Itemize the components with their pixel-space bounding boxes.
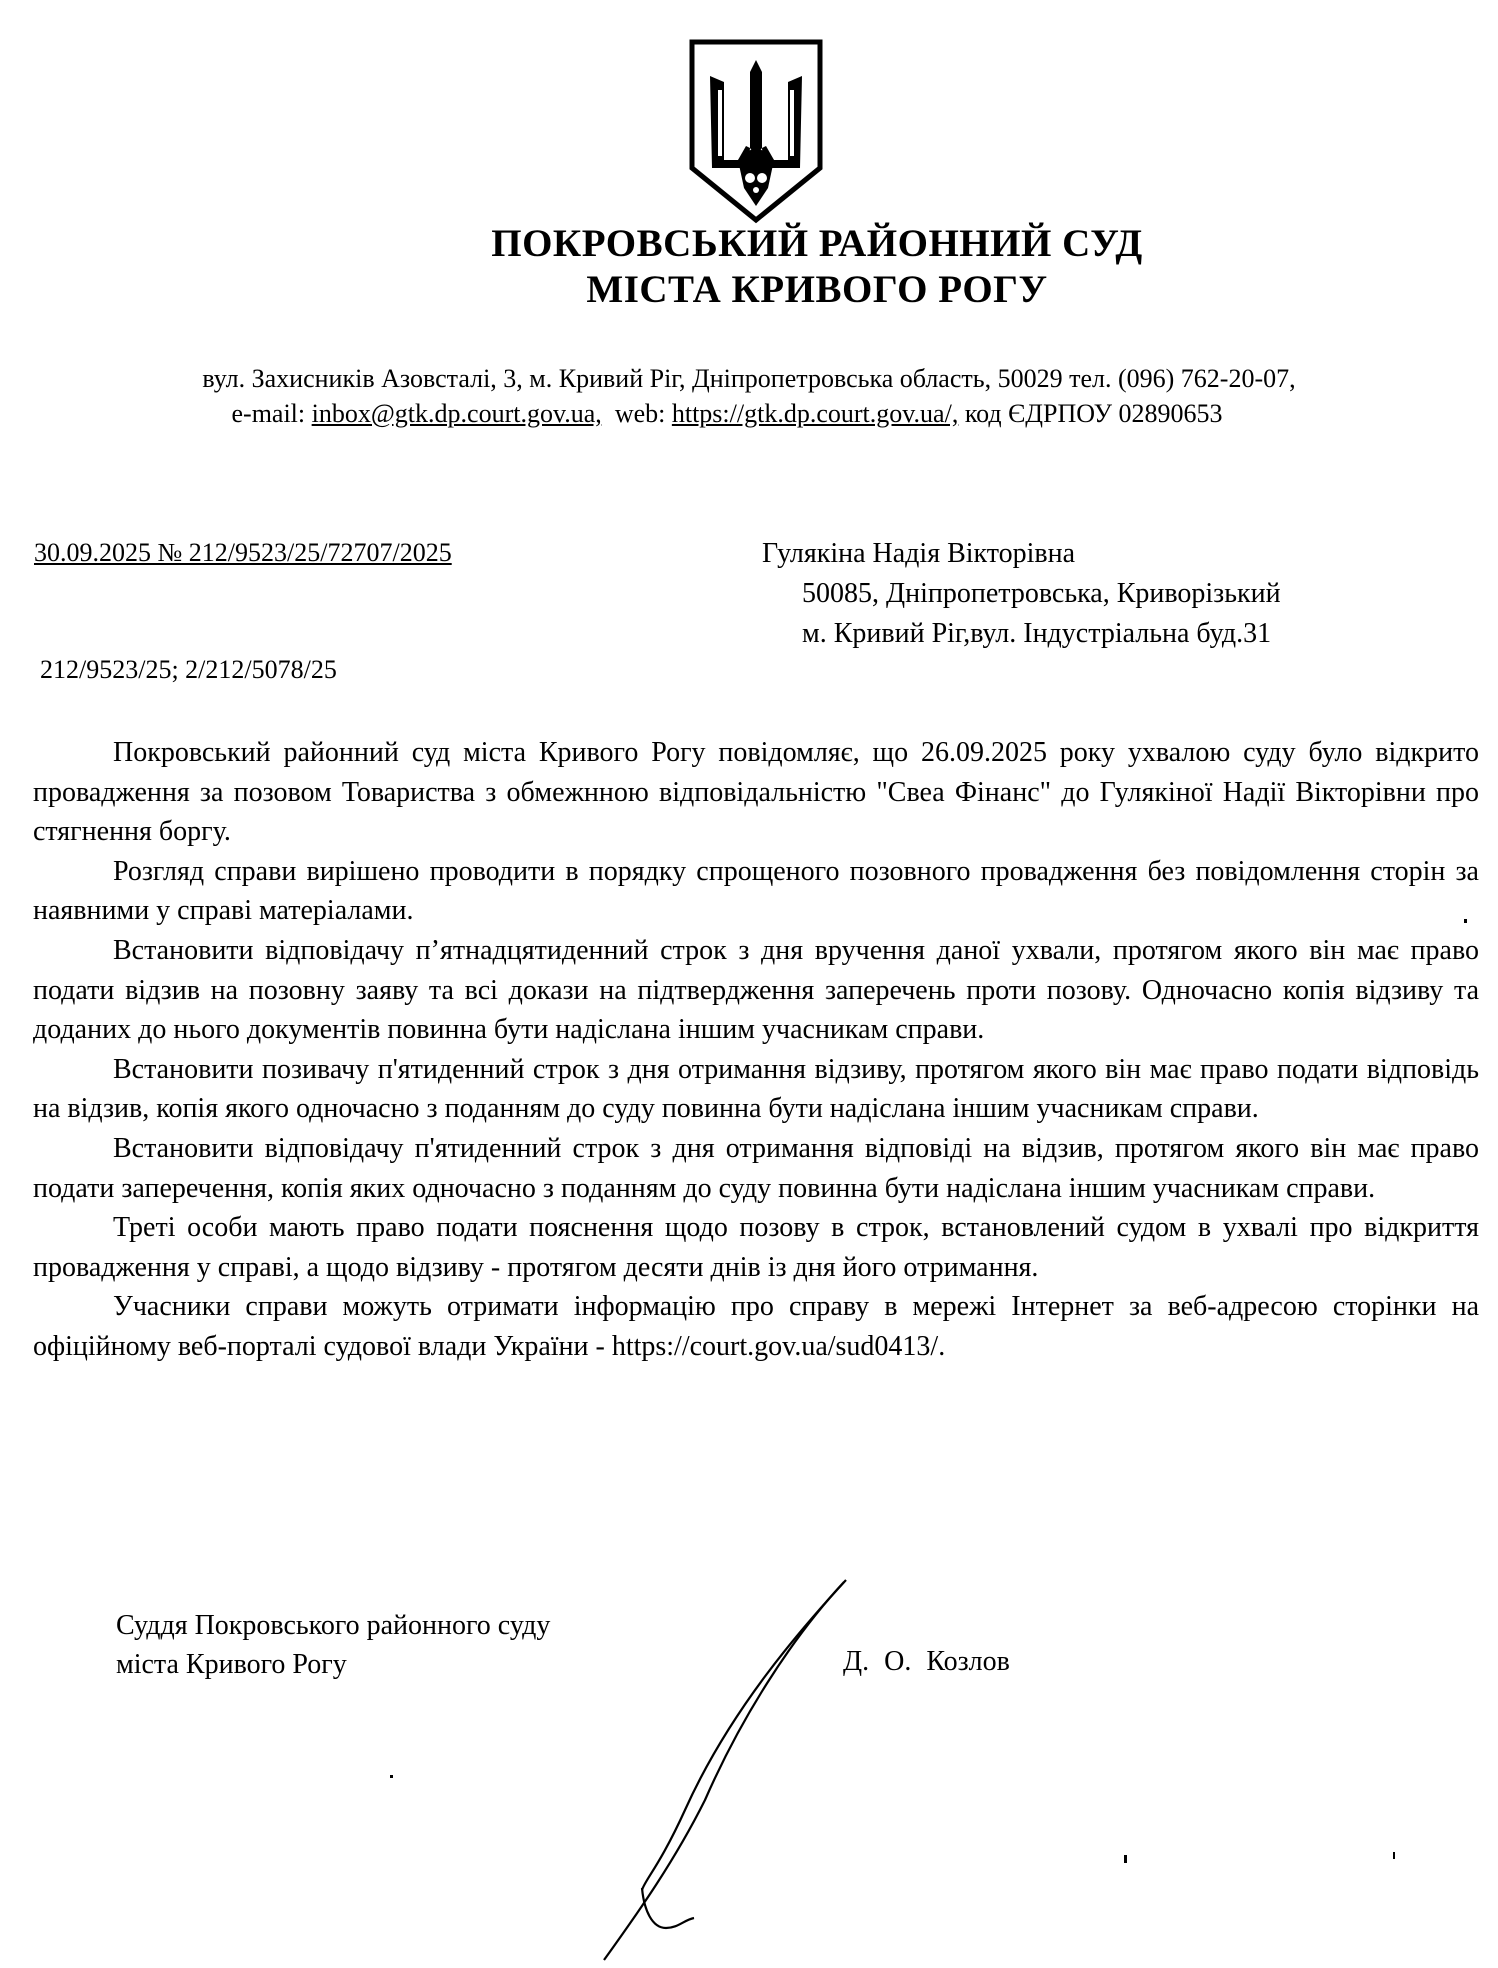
recipient-address-line1: 50085, Дніпропетровська, Криворізький xyxy=(802,578,1281,609)
judge-title-line2: міста Кривого Рогу xyxy=(116,1649,347,1680)
outgoing-number: 30.09.2025 № 212/9523/25/72707/2025 xyxy=(34,538,452,567)
judge-name: Д. О. Козлов xyxy=(843,1646,1010,1677)
email-label: e-mail: xyxy=(231,399,306,428)
court-name-line2: МІСТА КРИВОГО РОГУ xyxy=(586,268,1048,311)
paragraph: Покровський районний суд міста Кривого Рогу повідомляє, що 26.09.2025 року ухвалою суду було відкрито провадження за позовом Товариства з обмежнною відповідальністю "Свеа Фінанс" до Гулякіної Надії Вікторівни про стягнення боргу. xyxy=(33,737,1479,848)
recipient-address-line2: м. Кривий Ріг,вул. Індустріальна буд.31 xyxy=(802,618,1272,649)
scan-speck xyxy=(1124,1855,1127,1863)
paragraph: Встановити відповідачу п'ятиденний строк з дня отримання відповіді на відзив, протягом якого він має право подати заперечення, копія яких одночасно з поданням до суду повинна бути надіслана іншим учасникам справи. xyxy=(33,1132,1479,1204)
judge-title-line1: Суддя Покровського районного суду xyxy=(116,1610,551,1641)
edrpou-code: код ЄДРПОУ 02890653 xyxy=(964,399,1223,428)
recipient-block xyxy=(762,534,1281,654)
web-link[interactable]: https://gtk.dp.court.gov.ua/, xyxy=(671,399,959,428)
recipient-name: Гулякіна Надія Вікторівна xyxy=(762,538,1076,569)
court-name-line1: ПОКРОВСЬКИЙ РАЙОННИЙ СУД xyxy=(491,222,1143,265)
coat-of-arms-icon xyxy=(688,38,824,224)
web-label: web: xyxy=(614,399,666,428)
paragraph: Учасники справи можуть отримати інформацію про справу в мережі Інтернет за веб-адресою сторінки на офіційному веб-порталі судової влади України - https://court.gov.ua/sud0413/. xyxy=(33,1291,1479,1362)
judge-title xyxy=(116,1606,550,1684)
email-link[interactable]: inbox@gtk.dp.court.gov.ua, xyxy=(311,399,602,428)
court-address: вул. Захисників Азовсталі, 3, м. Кривий Ріг, Дніпропетровська область, 50029 тел. (096) 762-20-07, xyxy=(202,364,1296,393)
paragraph: Встановити позивачу п'ятиденний строк з дня отримання відзиву, протягом якого він має право подати відповідь на відзив, копія якого одночасно з поданням до суду повинна бути надіслана іншим учасникам справи. xyxy=(33,1053,1479,1125)
scan-speck xyxy=(1464,919,1467,923)
paragraph: Встановити відповідачу п’ятнадцятиденний строк з дня вручення даної ухвали, протягом якого він має право подати відзив на позовну заяву та всі докази на підтвердження заперечень проти позову. Одночасно копія відзиву та доданих до нього документів повинна бути надіслана іншим учасникам справи. xyxy=(33,934,1479,1046)
handwritten-signature-icon xyxy=(560,1560,860,1963)
court-contacts xyxy=(0,397,1476,431)
scan-speck xyxy=(390,1775,393,1778)
case-numbers: 212/9523/25; 2/212/5078/25 xyxy=(40,655,337,684)
paragraph: Розгляд справи вирішено проводити в порядку спрощеного позовного провадження без повідомлення сторін за наявними у справі матеріалами. xyxy=(33,855,1479,927)
scan-speck xyxy=(1393,1852,1395,1859)
paragraph: Треті особи мають право подати пояснення щодо позову в строк, встановлений судом в ухвалі про відкриття провадження у справі, а щодо відзиву - протягом десяти днів із дня його отримання. xyxy=(33,1212,1479,1283)
letter-body xyxy=(33,733,1479,1367)
